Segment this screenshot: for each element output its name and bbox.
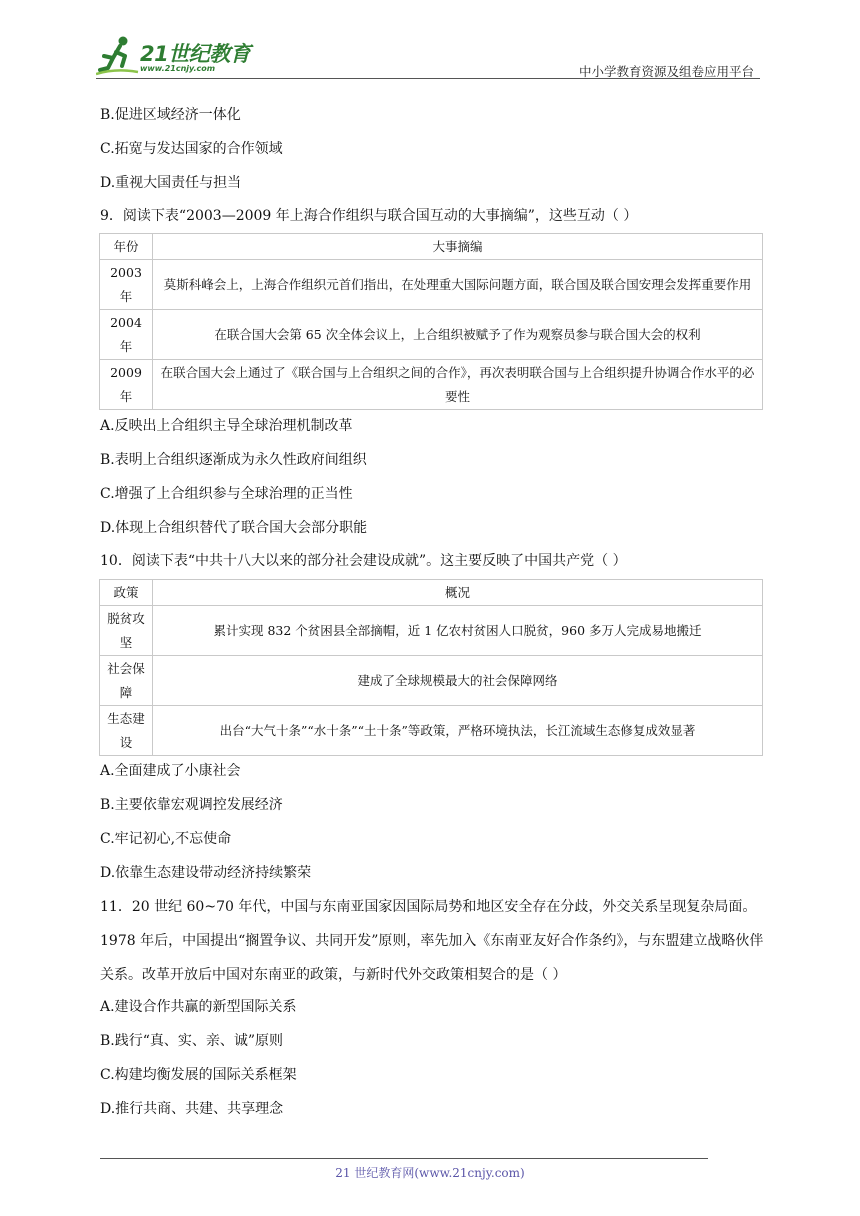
q10-option-b[interactable]: B.主要依靠宏观调控发展经济 [100,797,283,813]
header-platform-text: 中小学教育资源及组卷应用平台 [578,64,754,79]
table-cell-event: 在联合国大会上通过了《联合国与上合组织之间的合作》，再次表明联合国与上合组织提升协调合作水平的必要性 [153,360,763,410]
table-header-row [100,580,763,606]
footer-link[interactable]: 21 世纪教育网(www.21cnjy.com) [335,1166,525,1180]
header-divider [96,78,760,79]
q8-option-b[interactable]: B.促进区域经济一体化 [100,107,241,123]
q10-option-c[interactable]: C.牢记初心,不忘使命 [100,831,232,847]
q11-option-a[interactable]: A.建设合作共赢的新型国际关系 [100,999,297,1015]
logo-text: 21世纪教育 [140,42,251,66]
q11-option-d[interactable]: D.推行共商、共建、共享理念 [100,1101,284,1117]
q10-option-a[interactable]: A.全面建成了小康社会 [100,763,241,779]
table-cell-summary: 出台“大气十条”“水十条”“土十条”等政策，严格环境执法，长江流域生态修复成效显著 [153,706,763,756]
q9-option-b[interactable]: B.表明上合组织逐渐成为永久性政府间组织 [100,452,367,468]
table-header-cell: 大事摘编 [153,234,763,260]
site-logo [96,34,266,78]
table-header-cell: 政策 [100,580,153,606]
table-cell-policy: 生态建设 [100,706,153,756]
table-cell-policy: 脱贫攻坚 [100,606,153,656]
q10-option-d[interactable]: D.依靠生态建设带动经济持续繁荣 [100,865,312,881]
table-cell-summary: 建成了全球规模最大的社会保障网络 [153,656,763,706]
table-row [100,310,763,360]
logo-url: www.21cnjy.com [140,64,216,73]
q8-option-d[interactable]: D.重视大国责任与担当 [100,175,242,191]
page-header [96,28,760,80]
q11-option-c[interactable]: C.构建均衡发展的国际关系框架 [100,1067,297,1083]
footer-divider [100,1158,708,1159]
table-cell-year: 2004 年 [100,310,153,360]
q11-option-b[interactable]: B.践行“真、实、亲、诚”原则 [100,1033,284,1049]
table-cell-event: 莫斯科峰会上，上海合作组织元首们指出，在处理重大国际问题方面，联合国及联合国安理会发挥重要作用 [153,260,763,310]
table-cell-event: 在联合国大会第 65 次全体会议上，上合组织被赋予了作为观察员参与联合国大会的权利 [153,310,763,360]
table-row [100,656,763,706]
q11-stem: 11．20 世纪 60~70 年代，中国与东南亚国家因国际局势和地区安全存在分歧，外交关系呈现复杂局面。1978 年后，中国提出“搁置争议、共同开发”原则，率先加入《东南亚友好合作条约》，与东盟建立战略伙伴关系。改革开放后中国对东南亚的政策，与新时代外交政策相契合的是（ ） [100,899,764,983]
table-row [100,706,763,756]
table-cell-summary: 累计实现 832 个贫困县全部摘帽，近 1 亿农村贫困人口脱贫，960 多万人完成易地搬迁 [153,606,763,656]
q9-stem: 9．阅读下表“2003—2009 年上海合作组织与联合国互动的大事摘编”，这些互动（ ） [100,208,638,224]
q9-option-c[interactable]: C.增强了上合组织参与全球治理的正当性 [100,486,353,502]
table-cell-policy: 社会保障 [100,656,153,706]
table-header-row [100,234,763,260]
q9-option-d[interactable]: D.体现上合组织替代了联合国大会部分职能 [100,520,368,536]
q10-table [99,579,763,756]
runner-logo-icon [96,34,140,78]
q10-stem: 10．阅读下表“中共十八大以来的部分社会建设成就”。这主要反映了中国共产党（ ） [100,553,627,569]
q9-table [99,233,763,410]
table-row [100,260,763,310]
table-cell-year: 2003 年 [100,260,153,310]
table-header-cell: 年份 [100,234,153,260]
table-cell-year: 2009 年 [100,360,153,410]
table-header-cell: 概况 [153,580,763,606]
table-row [100,360,763,410]
table-row [100,606,763,656]
q9-option-a[interactable]: A.反映出上合组织主导全球治理机制改革 [100,418,353,434]
q8-option-c[interactable]: C.拓宽与发达国家的合作领域 [100,141,283,157]
